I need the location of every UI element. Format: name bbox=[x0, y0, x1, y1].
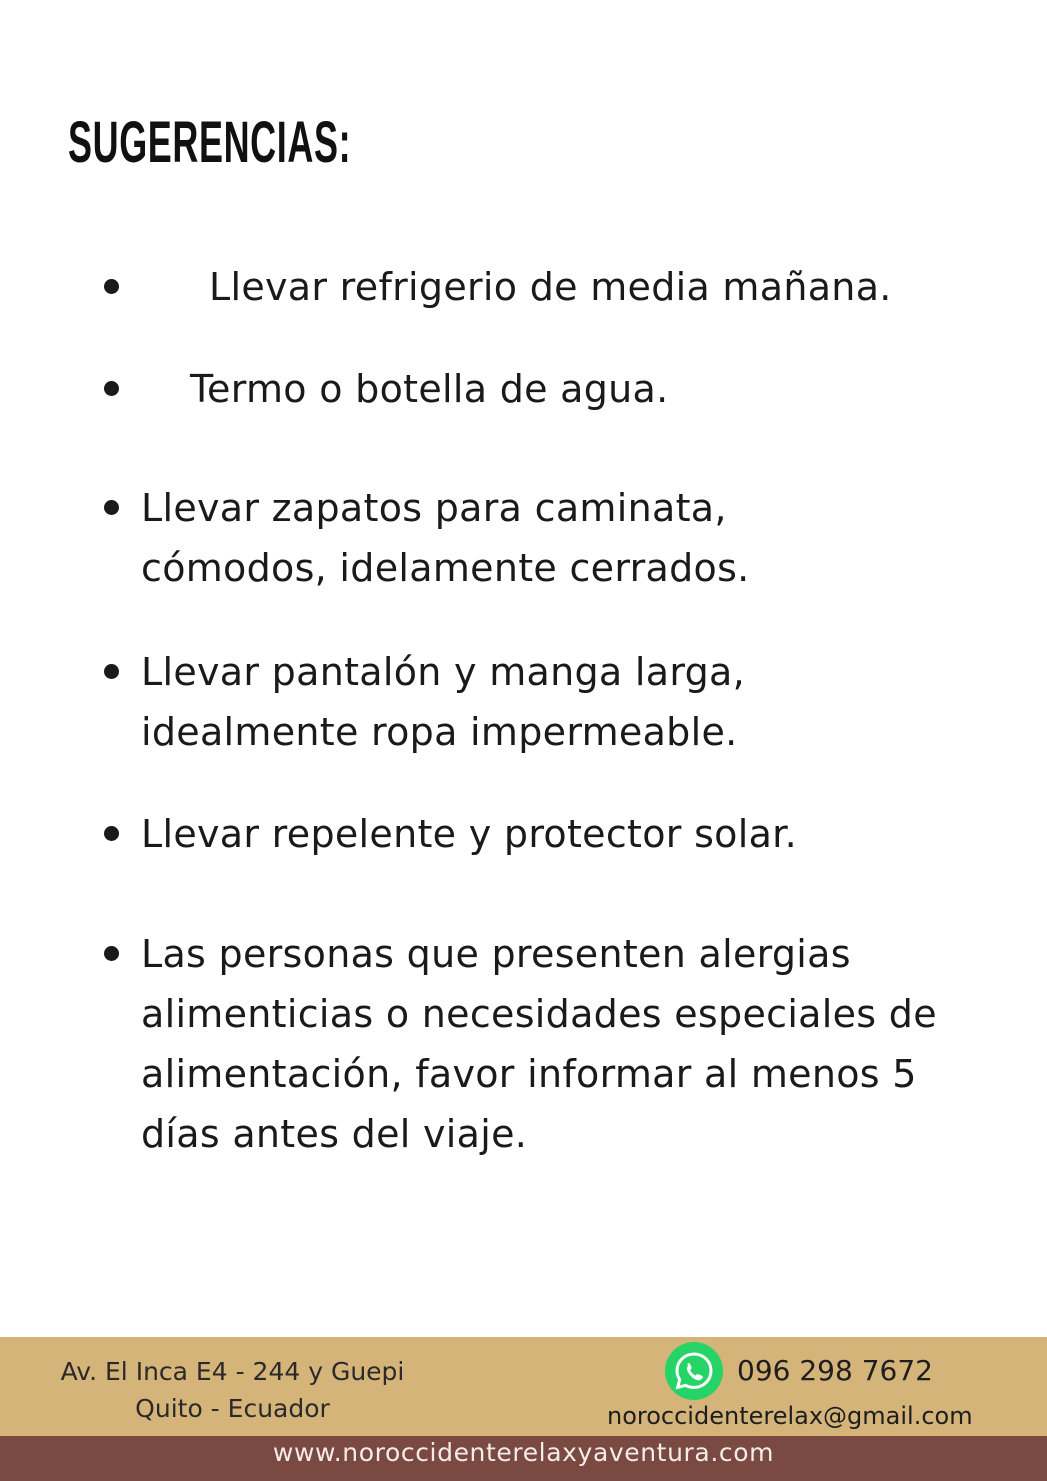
whatsapp-icon[interactable] bbox=[665, 1342, 723, 1400]
bullet-icon bbox=[104, 946, 119, 961]
footer-phone[interactable]: 096 298 7672 bbox=[737, 1354, 933, 1387]
bullet-icon bbox=[104, 500, 119, 515]
address-line-city: Quito - Ecuador bbox=[135, 1394, 330, 1423]
footer-email[interactable]: noroccidenterelax@gmail.com bbox=[607, 1402, 973, 1430]
suggestion-text: Llevar repelente y protector solar. bbox=[141, 812, 797, 856]
suggestion-text: Las personas que presenten alergias alimenticias o necesidades especiales de alimentación, favor informar al menos 5 días antes del viaje. bbox=[141, 932, 937, 1156]
page-title: SUGERENCIAS: bbox=[68, 110, 352, 175]
bullet-icon bbox=[104, 381, 119, 396]
footer-website-link[interactable]: www.noroccidenterelaxyaventura.com bbox=[272, 1438, 775, 1467]
suggestion-text: Termo o botella de agua. bbox=[190, 367, 669, 411]
bullet-icon bbox=[104, 826, 119, 841]
footer-address bbox=[0, 1353, 465, 1427]
suggestion-text: Llevar pantalón y manga larga, idealmente ropa impermeable. bbox=[141, 650, 745, 754]
bullet-icon bbox=[104, 664, 119, 679]
bullet-icon bbox=[104, 279, 119, 294]
suggestion-text: Llevar zapatos para caminata, cómodos, idelamente cerrados. bbox=[141, 486, 750, 590]
address-line-street: Av. El Inca E4 - 244 y Guepi bbox=[60, 1357, 405, 1386]
suggestion-text: Llevar refrigerio de media mañana. bbox=[209, 265, 892, 309]
